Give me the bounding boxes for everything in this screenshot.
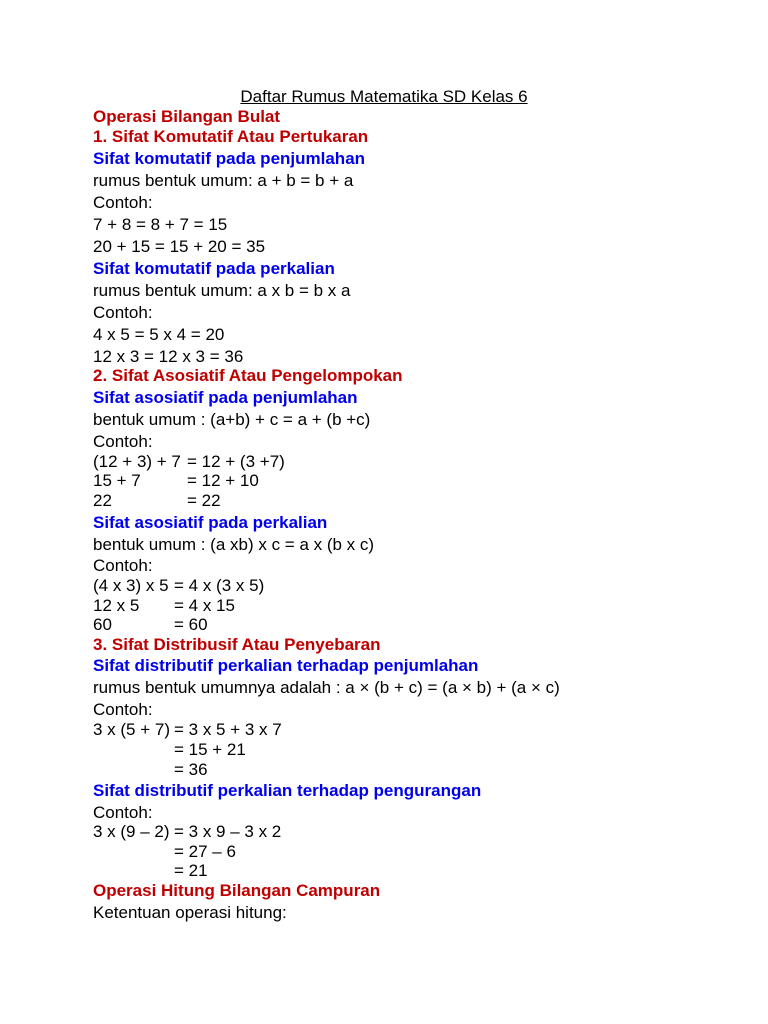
calc-right: = 3 x 9 – 3 x 2 [174, 822, 282, 841]
calc-right: = 4 x (3 x 5) [174, 576, 265, 595]
calc-right: = 22 [187, 491, 221, 510]
calc-right: = 15 + 21 [174, 740, 246, 759]
subheading-komutatif-penjumlahan: Sifat komutatif pada penjumlahan [93, 149, 366, 168]
section-heading-campuran: Operasi Hitung Bilangan Campuran [93, 881, 381, 900]
formula-asosiatif-perkalian: bentuk umum : (a xb) x c = a x (b x c) [93, 535, 375, 554]
calc-right: = 4 x 15 [174, 596, 235, 615]
subheading-distributif-penjumlahan: Sifat distributif perkalian terhadap penjumlahan [93, 656, 479, 675]
subheading-asosiatif-perkalian: Sifat asosiatif pada perkalian [93, 513, 328, 532]
section-heading-komutatif: 1. Sifat Komutatif Atau Pertukaran [93, 127, 369, 146]
calc-left: 12 x 5 [93, 596, 140, 615]
example-label: Contoh: [93, 803, 153, 822]
formula-distributif: rumus bentuk umumnya adalah : a × (b + c) = (a × b) + (a × c) [93, 678, 560, 697]
calc-left: 3 x (5 + 7) [93, 720, 171, 739]
calc-left: (4 x 3) x 5 [93, 576, 169, 595]
calc-left: 60 [93, 615, 112, 634]
calc-right: = 21 [174, 861, 208, 880]
formula-komutatif-perkalian: rumus bentuk umum: a x b = b x a [93, 281, 351, 300]
ketentuan-text: Ketentuan operasi hitung: [93, 903, 287, 922]
calc-right: = 60 [174, 615, 208, 634]
calc-right: = 12 + (3 +7) [187, 452, 285, 471]
calc-left: 22 [93, 491, 112, 510]
calc-left: (12 + 3) + 7 [93, 452, 181, 471]
section-heading-bilangan-bulat: Operasi Bilangan Bulat [93, 107, 281, 126]
example-line: 20 + 15 = 15 + 20 = 35 [93, 237, 266, 256]
example-label: Contoh: [93, 556, 153, 575]
calc-right: = 36 [174, 760, 208, 779]
example-line: 4 x 5 = 5 x 4 = 20 [93, 325, 225, 344]
calc-right: = 3 x 5 + 3 x 7 [174, 720, 282, 739]
subheading-asosiatif-penjumlahan: Sifat asosiatif pada penjumlahan [93, 388, 358, 407]
example-label: Contoh: [93, 303, 153, 322]
calc-left: 15 + 7 [93, 471, 141, 490]
document-title: Daftar Rumus Matematika SD Kelas 6 [240, 87, 528, 106]
calc-left: 3 x (9 – 2) [93, 822, 170, 841]
example-label: Contoh: [93, 193, 153, 212]
example-line: 12 x 3 = 12 x 3 = 36 [93, 347, 244, 366]
example-line: 7 + 8 = 8 + 7 = 15 [93, 215, 228, 234]
calc-right: = 12 + 10 [187, 471, 259, 490]
example-label: Contoh: [93, 700, 153, 719]
formula-asosiatif-penjumlahan: bentuk umum : (a+b) + c = a + (b +c) [93, 410, 371, 429]
example-label: Contoh: [93, 432, 153, 451]
section-heading-asosiatif: 2. Sifat Asosiatif Atau Pengelompokan [93, 366, 403, 385]
formula-komutatif-penjumlahan: rumus bentuk umum: a + b = b + a [93, 171, 354, 190]
subheading-komutatif-perkalian: Sifat komutatif pada perkalian [93, 259, 335, 278]
subheading-distributif-pengurangan: Sifat distributif perkalian terhadap pengurangan [93, 781, 482, 800]
section-heading-distributif: 3. Sifat Distribusif Atau Penyebaran [93, 635, 381, 654]
calc-right: = 27 – 6 [174, 842, 236, 861]
